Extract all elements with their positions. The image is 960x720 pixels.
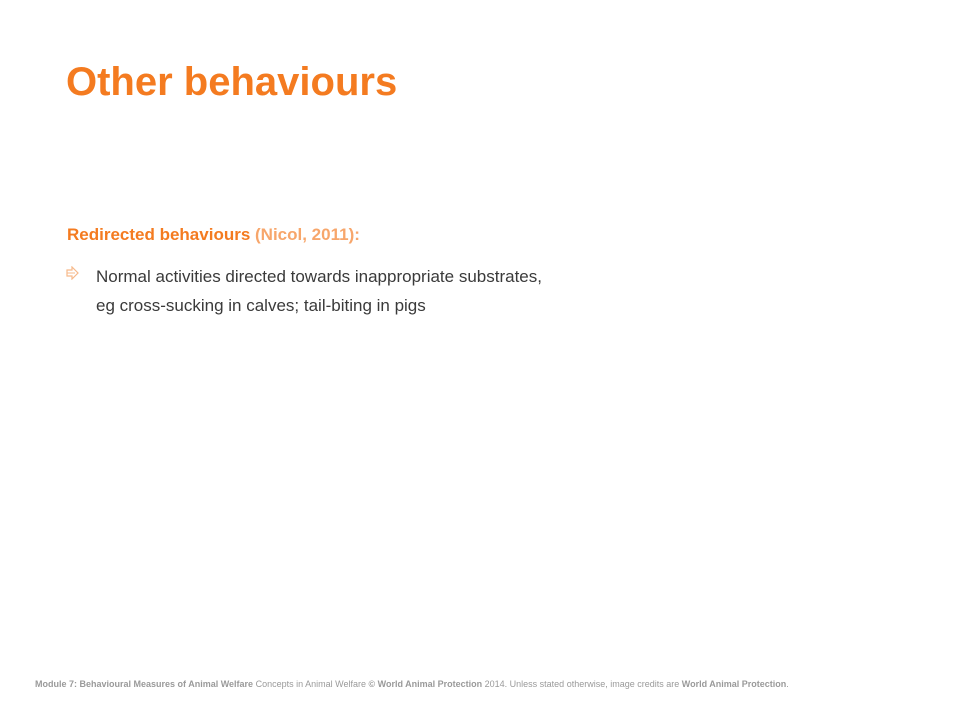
footer-year-text: 2014. Unless stated otherwise, image credits are [484, 679, 680, 689]
footer-course: Concepts in Animal Welfare [255, 679, 366, 689]
footer-end: . [786, 679, 789, 689]
section-heading-reference: (Nicol, 2011): [255, 225, 360, 244]
bullet-text [96, 262, 756, 320]
section-heading-main: Redirected behaviours [67, 225, 251, 244]
slide-title: Other behaviours [66, 60, 398, 104]
footer [35, 678, 915, 690]
bullet-line: eg cross-sucking in calves; tail-biting in pigs [96, 296, 426, 315]
footer-credit: World Animal Protection [681, 679, 787, 689]
footer-copyright: © World Animal Protection [368, 679, 483, 689]
bullet-line: Normal activities directed towards inappropriate substrates, [96, 267, 542, 286]
arrow-bullet-icon [66, 266, 79, 280]
section-heading [67, 224, 360, 246]
footer-module: Module 7: Behavioural Measures of Animal Welfare [35, 679, 254, 689]
